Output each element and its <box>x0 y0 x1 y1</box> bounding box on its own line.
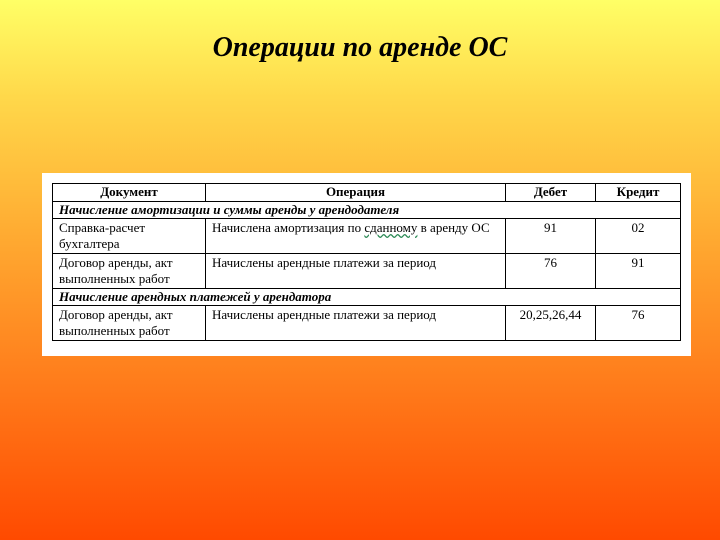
cell-operation: Начислены арендные платежи за период <box>206 254 506 289</box>
cell-document: Справка-расчет бухгалтера <box>53 219 206 254</box>
cell-debit: 76 <box>506 254 596 289</box>
section-title-lessor: Начисление амортизации и суммы аренды у арендодателя <box>53 202 681 219</box>
table-row <box>53 219 681 254</box>
cell-debit: 20,25,26,44 <box>506 306 596 341</box>
cell-operation: Начислены арендные платежи за период <box>206 306 506 341</box>
header-debit: Дебет <box>506 184 596 202</box>
table-row <box>53 254 681 289</box>
table-row <box>53 306 681 341</box>
header-document: Документ <box>53 184 206 202</box>
section-row <box>53 202 681 219</box>
operation-text-end: в аренду ОС <box>417 220 490 235</box>
cell-credit: 02 <box>596 219 681 254</box>
section-row <box>53 289 681 306</box>
header-operation: Операция <box>206 184 506 202</box>
section-title-lessee: Начисление арендных платежей у арендатора <box>53 289 681 306</box>
cell-operation <box>206 219 506 254</box>
cell-credit: 76 <box>596 306 681 341</box>
cell-credit: 91 <box>596 254 681 289</box>
table-panel <box>42 173 691 356</box>
header-credit: Кредит <box>596 184 681 202</box>
operations-table <box>52 183 681 341</box>
cell-document: Договор аренды, акт выполненных работ <box>53 306 206 341</box>
operation-text-marked: сданному <box>364 220 418 235</box>
slide-title: Операции по аренде ОС <box>212 32 508 63</box>
cell-debit: 91 <box>506 219 596 254</box>
cell-document: Договор аренды, акт выполненных работ <box>53 254 206 289</box>
table-header-row <box>53 184 681 202</box>
operation-text-start: Начислена амортизация по <box>212 220 365 235</box>
